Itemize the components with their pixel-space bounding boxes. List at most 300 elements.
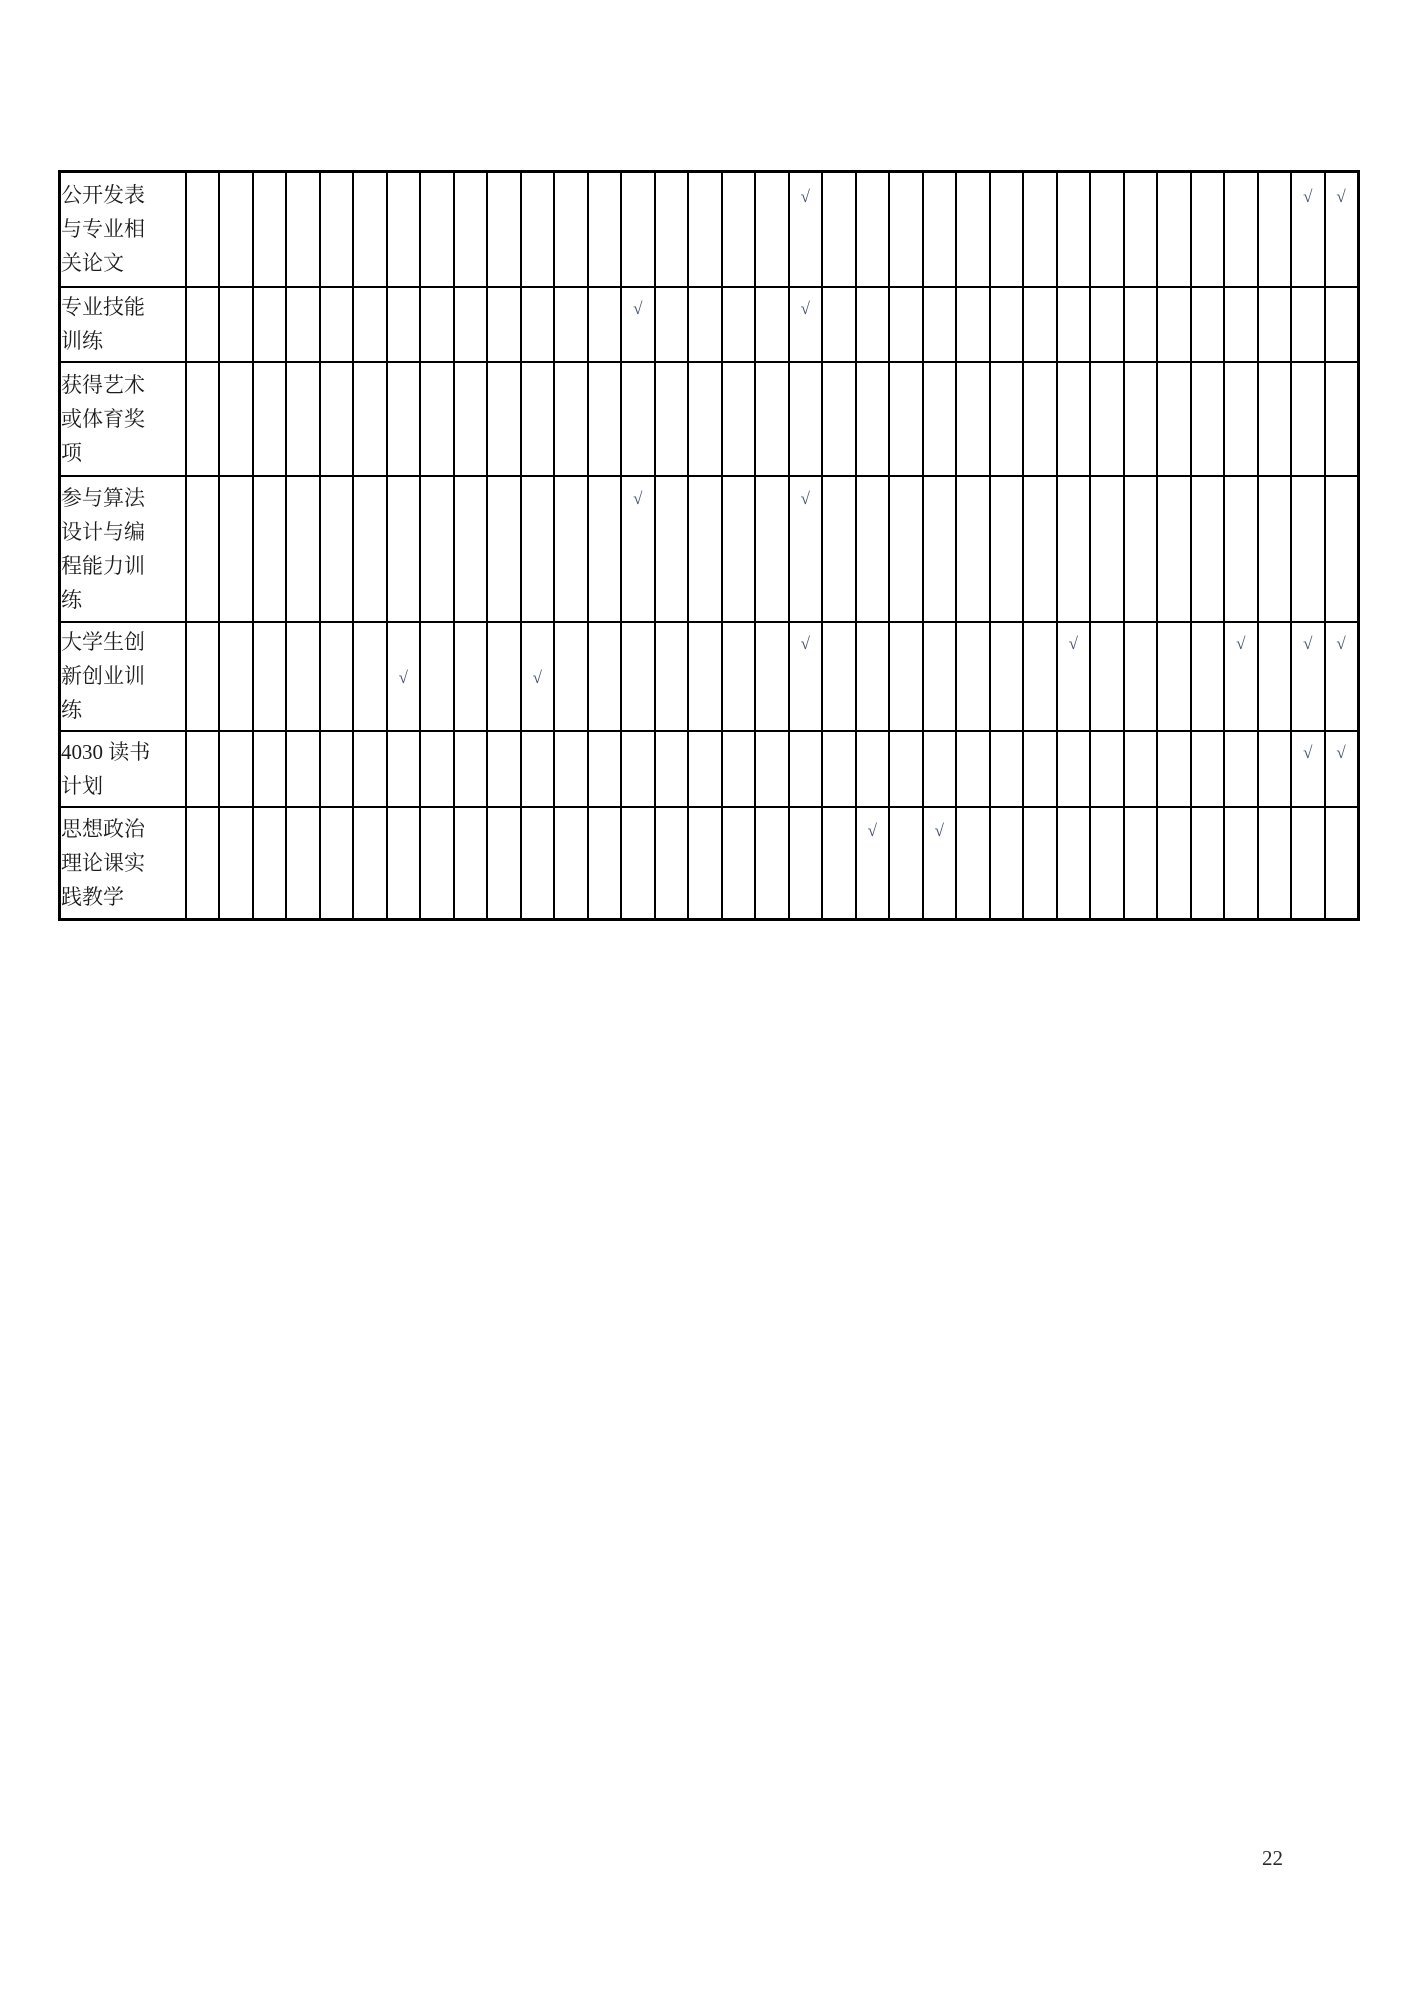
empty-cell bbox=[621, 731, 655, 807]
empty-cell bbox=[1057, 476, 1091, 622]
empty-cell bbox=[286, 476, 320, 622]
empty-cell bbox=[253, 476, 287, 622]
row-label-line: 练 bbox=[61, 587, 82, 612]
empty-cell bbox=[286, 622, 320, 731]
empty-cell bbox=[1191, 362, 1225, 476]
row-label-line: 大学生创 bbox=[61, 630, 145, 654]
empty-cell bbox=[722, 807, 756, 920]
empty-cell bbox=[253, 172, 287, 287]
check-mark-icon: √ bbox=[800, 633, 810, 653]
empty-cell bbox=[956, 172, 990, 287]
empty-cell bbox=[521, 731, 555, 807]
empty-cell bbox=[1258, 362, 1292, 476]
empty-cell bbox=[353, 807, 387, 920]
empty-cell bbox=[253, 287, 287, 362]
empty-cell bbox=[454, 362, 488, 476]
empty-cell bbox=[420, 807, 454, 920]
empty-cell bbox=[1057, 807, 1091, 920]
empty-cell bbox=[1090, 362, 1124, 476]
empty-cell bbox=[1191, 172, 1225, 287]
empty-cell bbox=[1023, 172, 1057, 287]
row-label-line: 新创业训 bbox=[61, 664, 145, 688]
row-label bbox=[60, 287, 186, 362]
check-mark-icon: √ bbox=[1336, 187, 1346, 206]
check-mark-icon: √ bbox=[867, 820, 877, 840]
empty-cell bbox=[1124, 622, 1158, 731]
check-cell bbox=[1291, 731, 1325, 807]
check-cell bbox=[521, 622, 555, 731]
empty-cell bbox=[655, 287, 689, 362]
empty-cell bbox=[387, 807, 421, 920]
empty-cell bbox=[1157, 807, 1191, 920]
empty-cell bbox=[889, 476, 923, 622]
empty-cell bbox=[320, 362, 354, 476]
empty-cell bbox=[1291, 287, 1325, 362]
empty-cell bbox=[722, 172, 756, 287]
empty-cell bbox=[186, 622, 220, 731]
empty-cell bbox=[588, 476, 622, 622]
empty-cell bbox=[253, 807, 287, 920]
row-label-line: 训练 bbox=[61, 329, 103, 353]
check-mark-icon: √ bbox=[1303, 742, 1313, 762]
check-cell bbox=[856, 807, 890, 920]
empty-cell bbox=[621, 172, 655, 287]
check-mark-icon: √ bbox=[1303, 633, 1313, 653]
empty-cell bbox=[1124, 362, 1158, 476]
empty-cell bbox=[1291, 807, 1325, 920]
empty-cell bbox=[454, 476, 488, 622]
empty-cell bbox=[487, 476, 521, 622]
empty-cell bbox=[1157, 476, 1191, 622]
empty-cell bbox=[588, 807, 622, 920]
empty-cell bbox=[923, 362, 957, 476]
empty-cell bbox=[454, 731, 488, 807]
empty-cell bbox=[1191, 622, 1225, 731]
row-label-line: 与专业相 bbox=[61, 217, 145, 242]
check-mark-icon: √ bbox=[633, 298, 643, 318]
empty-cell bbox=[1224, 807, 1258, 920]
empty-cell bbox=[286, 172, 320, 287]
row-label-line: 或体育奖 bbox=[61, 406, 145, 431]
empty-cell bbox=[186, 476, 220, 622]
empty-cell bbox=[320, 172, 354, 287]
check-cell bbox=[1057, 622, 1091, 731]
empty-cell bbox=[521, 476, 555, 622]
empty-cell bbox=[487, 731, 521, 807]
empty-cell bbox=[1258, 476, 1292, 622]
empty-cell bbox=[923, 172, 957, 287]
empty-cell bbox=[956, 731, 990, 807]
empty-cell bbox=[219, 287, 253, 362]
empty-cell bbox=[387, 476, 421, 622]
empty-cell bbox=[856, 362, 890, 476]
empty-cell bbox=[990, 287, 1024, 362]
row-label-line: 项 bbox=[61, 440, 82, 465]
empty-cell bbox=[822, 476, 856, 622]
check-mark-icon: √ bbox=[1303, 187, 1313, 206]
empty-cell bbox=[1090, 172, 1124, 287]
empty-cell bbox=[688, 622, 722, 731]
empty-cell bbox=[219, 362, 253, 476]
empty-cell bbox=[487, 287, 521, 362]
check-cell bbox=[1325, 731, 1359, 807]
check-cell bbox=[789, 476, 823, 622]
empty-cell bbox=[554, 622, 588, 731]
check-mark-icon: √ bbox=[800, 187, 810, 206]
table-row bbox=[60, 476, 1359, 622]
empty-cell bbox=[688, 172, 722, 287]
empty-cell bbox=[1124, 731, 1158, 807]
empty-cell bbox=[1258, 807, 1292, 920]
empty-cell bbox=[487, 172, 521, 287]
empty-cell bbox=[186, 362, 220, 476]
empty-cell bbox=[588, 731, 622, 807]
empty-cell bbox=[655, 362, 689, 476]
row-label-line: 理论课实 bbox=[61, 850, 145, 875]
empty-cell bbox=[320, 622, 354, 731]
table-row bbox=[60, 731, 1359, 807]
empty-cell bbox=[822, 172, 856, 287]
empty-cell bbox=[722, 362, 756, 476]
empty-cell bbox=[353, 476, 387, 622]
check-cell bbox=[1291, 622, 1325, 731]
empty-cell bbox=[889, 622, 923, 731]
empty-cell bbox=[1090, 731, 1124, 807]
check-mark-icon: √ bbox=[800, 298, 810, 318]
empty-cell bbox=[688, 287, 722, 362]
table-row bbox=[60, 287, 1359, 362]
empty-cell bbox=[1325, 287, 1359, 362]
empty-cell bbox=[1057, 731, 1091, 807]
empty-cell bbox=[655, 476, 689, 622]
empty-cell bbox=[1023, 731, 1057, 807]
empty-cell bbox=[420, 362, 454, 476]
empty-cell bbox=[1191, 287, 1225, 362]
empty-cell bbox=[1224, 287, 1258, 362]
empty-cell bbox=[1057, 172, 1091, 287]
empty-cell bbox=[889, 362, 923, 476]
empty-cell bbox=[1023, 287, 1057, 362]
empty-cell bbox=[755, 731, 789, 807]
empty-cell bbox=[1124, 476, 1158, 622]
table-body bbox=[60, 172, 1359, 920]
empty-cell bbox=[521, 287, 555, 362]
empty-cell bbox=[320, 807, 354, 920]
empty-cell bbox=[789, 807, 823, 920]
empty-cell bbox=[956, 476, 990, 622]
empty-cell bbox=[1124, 287, 1158, 362]
empty-cell bbox=[755, 172, 789, 287]
empty-cell bbox=[387, 287, 421, 362]
empty-cell bbox=[1057, 362, 1091, 476]
empty-cell bbox=[253, 622, 287, 731]
row-label-line: 4030 读书 bbox=[61, 739, 151, 764]
empty-cell bbox=[990, 622, 1024, 731]
empty-cell bbox=[253, 362, 287, 476]
empty-cell bbox=[320, 476, 354, 622]
row-label-line: 练 bbox=[61, 698, 82, 722]
empty-cell bbox=[990, 362, 1024, 476]
check-cell bbox=[789, 287, 823, 362]
table-row bbox=[60, 807, 1359, 920]
row-label bbox=[60, 172, 186, 287]
empty-cell bbox=[755, 362, 789, 476]
empty-cell bbox=[420, 287, 454, 362]
empty-cell bbox=[1157, 287, 1191, 362]
empty-cell bbox=[320, 731, 354, 807]
empty-cell bbox=[353, 287, 387, 362]
empty-cell bbox=[420, 476, 454, 622]
check-mark-icon: √ bbox=[398, 667, 408, 687]
empty-cell bbox=[1258, 287, 1292, 362]
empty-cell bbox=[420, 731, 454, 807]
empty-cell bbox=[454, 622, 488, 731]
empty-cell bbox=[1124, 807, 1158, 920]
empty-cell bbox=[554, 362, 588, 476]
empty-cell bbox=[755, 287, 789, 362]
empty-cell bbox=[219, 807, 253, 920]
empty-cell bbox=[956, 287, 990, 362]
empty-cell bbox=[521, 362, 555, 476]
empty-cell bbox=[923, 287, 957, 362]
empty-cell bbox=[353, 622, 387, 731]
empty-cell bbox=[286, 731, 320, 807]
check-cell bbox=[621, 476, 655, 622]
row-label bbox=[60, 622, 186, 731]
empty-cell bbox=[353, 731, 387, 807]
empty-cell bbox=[487, 362, 521, 476]
empty-cell bbox=[822, 807, 856, 920]
empty-cell bbox=[1023, 362, 1057, 476]
empty-cell bbox=[722, 731, 756, 807]
empty-cell bbox=[923, 622, 957, 731]
empty-cell bbox=[1224, 476, 1258, 622]
empty-cell bbox=[722, 476, 756, 622]
empty-cell bbox=[722, 622, 756, 731]
empty-cell bbox=[219, 622, 253, 731]
empty-cell bbox=[990, 807, 1024, 920]
empty-cell bbox=[923, 731, 957, 807]
empty-cell bbox=[1291, 476, 1325, 622]
empty-cell bbox=[1191, 807, 1225, 920]
empty-cell bbox=[923, 476, 957, 622]
empty-cell bbox=[420, 172, 454, 287]
empty-cell bbox=[789, 362, 823, 476]
row-label-line: 程能力训 bbox=[61, 553, 145, 578]
empty-cell bbox=[1090, 287, 1124, 362]
empty-cell bbox=[990, 172, 1024, 287]
empty-cell bbox=[621, 622, 655, 731]
row-label-line: 设计与编 bbox=[61, 519, 145, 544]
empty-cell bbox=[487, 807, 521, 920]
empty-cell bbox=[1325, 807, 1359, 920]
empty-cell bbox=[822, 731, 856, 807]
row-label bbox=[60, 731, 186, 807]
row-label bbox=[60, 476, 186, 622]
check-mark-icon: √ bbox=[1236, 633, 1246, 653]
empty-cell bbox=[755, 807, 789, 920]
empty-cell bbox=[789, 731, 823, 807]
check-cell bbox=[1325, 172, 1359, 287]
empty-cell bbox=[253, 731, 287, 807]
empty-cell bbox=[889, 172, 923, 287]
empty-cell bbox=[889, 731, 923, 807]
empty-cell bbox=[655, 807, 689, 920]
empty-cell bbox=[956, 362, 990, 476]
empty-cell bbox=[320, 287, 354, 362]
table-row bbox=[60, 362, 1359, 476]
empty-cell bbox=[990, 476, 1024, 622]
empty-cell bbox=[286, 287, 320, 362]
row-label-line: 参与算法 bbox=[61, 485, 145, 510]
empty-cell bbox=[655, 731, 689, 807]
empty-cell bbox=[1090, 807, 1124, 920]
empty-cell bbox=[1325, 362, 1359, 476]
empty-cell bbox=[420, 622, 454, 731]
empty-cell bbox=[1023, 622, 1057, 731]
check-mark-icon: √ bbox=[934, 820, 944, 840]
empty-cell bbox=[956, 622, 990, 731]
check-cell bbox=[621, 287, 655, 362]
empty-cell bbox=[1023, 807, 1057, 920]
empty-cell bbox=[822, 362, 856, 476]
empty-cell bbox=[856, 172, 890, 287]
check-mark-icon: √ bbox=[633, 488, 643, 508]
empty-cell bbox=[688, 476, 722, 622]
empty-cell bbox=[353, 362, 387, 476]
empty-cell bbox=[219, 172, 253, 287]
check-cell bbox=[789, 622, 823, 731]
empty-cell bbox=[1157, 622, 1191, 731]
empty-cell bbox=[856, 622, 890, 731]
empty-cell bbox=[822, 287, 856, 362]
check-mark-icon: √ bbox=[1336, 633, 1346, 653]
empty-cell bbox=[1023, 476, 1057, 622]
empty-cell bbox=[621, 362, 655, 476]
empty-cell bbox=[286, 807, 320, 920]
empty-cell bbox=[755, 622, 789, 731]
empty-cell bbox=[521, 172, 555, 287]
empty-cell bbox=[1191, 476, 1225, 622]
empty-cell bbox=[956, 807, 990, 920]
empty-cell bbox=[554, 287, 588, 362]
empty-cell bbox=[1157, 731, 1191, 807]
empty-cell bbox=[1224, 731, 1258, 807]
empty-cell bbox=[186, 731, 220, 807]
empty-cell bbox=[990, 731, 1024, 807]
row-label-line: 专业技能 bbox=[61, 295, 145, 319]
empty-cell bbox=[1191, 731, 1225, 807]
empty-cell bbox=[1157, 362, 1191, 476]
empty-cell bbox=[1258, 731, 1292, 807]
empty-cell bbox=[688, 362, 722, 476]
empty-cell bbox=[655, 172, 689, 287]
check-mark-icon: √ bbox=[1336, 742, 1346, 762]
empty-cell bbox=[186, 172, 220, 287]
empty-cell bbox=[219, 476, 253, 622]
empty-cell bbox=[1090, 476, 1124, 622]
empty-cell bbox=[219, 731, 253, 807]
row-label-line: 获得艺术 bbox=[61, 372, 145, 397]
curriculum-table bbox=[58, 170, 1360, 921]
empty-cell bbox=[387, 362, 421, 476]
empty-cell bbox=[588, 362, 622, 476]
empty-cell bbox=[621, 807, 655, 920]
empty-cell bbox=[1325, 476, 1359, 622]
row-label-line: 计划 bbox=[61, 773, 103, 798]
check-mark-icon: √ bbox=[532, 667, 542, 687]
empty-cell bbox=[856, 731, 890, 807]
empty-cell bbox=[554, 731, 588, 807]
check-cell bbox=[1224, 622, 1258, 731]
empty-cell bbox=[186, 287, 220, 362]
empty-cell bbox=[1157, 172, 1191, 287]
empty-cell bbox=[1090, 622, 1124, 731]
empty-cell bbox=[454, 807, 488, 920]
empty-cell bbox=[588, 287, 622, 362]
empty-cell bbox=[554, 807, 588, 920]
empty-cell bbox=[353, 172, 387, 287]
check-cell bbox=[923, 807, 957, 920]
empty-cell bbox=[889, 807, 923, 920]
empty-cell bbox=[755, 476, 789, 622]
empty-cell bbox=[1258, 172, 1292, 287]
empty-cell bbox=[454, 172, 488, 287]
row-label-line: 公开发表 bbox=[61, 183, 145, 208]
empty-cell bbox=[454, 287, 488, 362]
empty-cell bbox=[286, 362, 320, 476]
empty-cell bbox=[487, 622, 521, 731]
check-mark-icon: √ bbox=[800, 488, 810, 508]
empty-cell bbox=[186, 807, 220, 920]
empty-cell bbox=[554, 476, 588, 622]
empty-cell bbox=[822, 622, 856, 731]
empty-cell bbox=[1224, 172, 1258, 287]
empty-cell bbox=[722, 287, 756, 362]
empty-cell bbox=[856, 476, 890, 622]
empty-cell bbox=[554, 172, 588, 287]
empty-cell bbox=[1224, 362, 1258, 476]
check-mark-icon: √ bbox=[1068, 633, 1078, 653]
table-row bbox=[60, 172, 1359, 287]
row-label-line: 关论文 bbox=[61, 251, 124, 276]
row-label-line: 思想政治 bbox=[61, 816, 145, 841]
empty-cell bbox=[688, 731, 722, 807]
empty-cell bbox=[856, 287, 890, 362]
check-cell bbox=[789, 172, 823, 287]
check-cell bbox=[1325, 622, 1359, 731]
check-cell bbox=[1291, 172, 1325, 287]
empty-cell bbox=[1291, 362, 1325, 476]
row-label-line: 践教学 bbox=[61, 884, 124, 909]
empty-cell bbox=[1124, 172, 1158, 287]
table-row bbox=[60, 622, 1359, 731]
empty-cell bbox=[1258, 622, 1292, 731]
empty-cell bbox=[521, 807, 555, 920]
empty-cell bbox=[655, 622, 689, 731]
empty-cell bbox=[588, 622, 622, 731]
row-label bbox=[60, 362, 186, 476]
page-number: 22 bbox=[1262, 1846, 1283, 1870]
row-label bbox=[60, 807, 186, 920]
empty-cell bbox=[889, 287, 923, 362]
empty-cell bbox=[387, 731, 421, 807]
check-cell bbox=[387, 622, 421, 731]
empty-cell bbox=[688, 807, 722, 920]
empty-cell bbox=[387, 172, 421, 287]
empty-cell bbox=[1057, 287, 1091, 362]
empty-cell bbox=[588, 172, 622, 287]
